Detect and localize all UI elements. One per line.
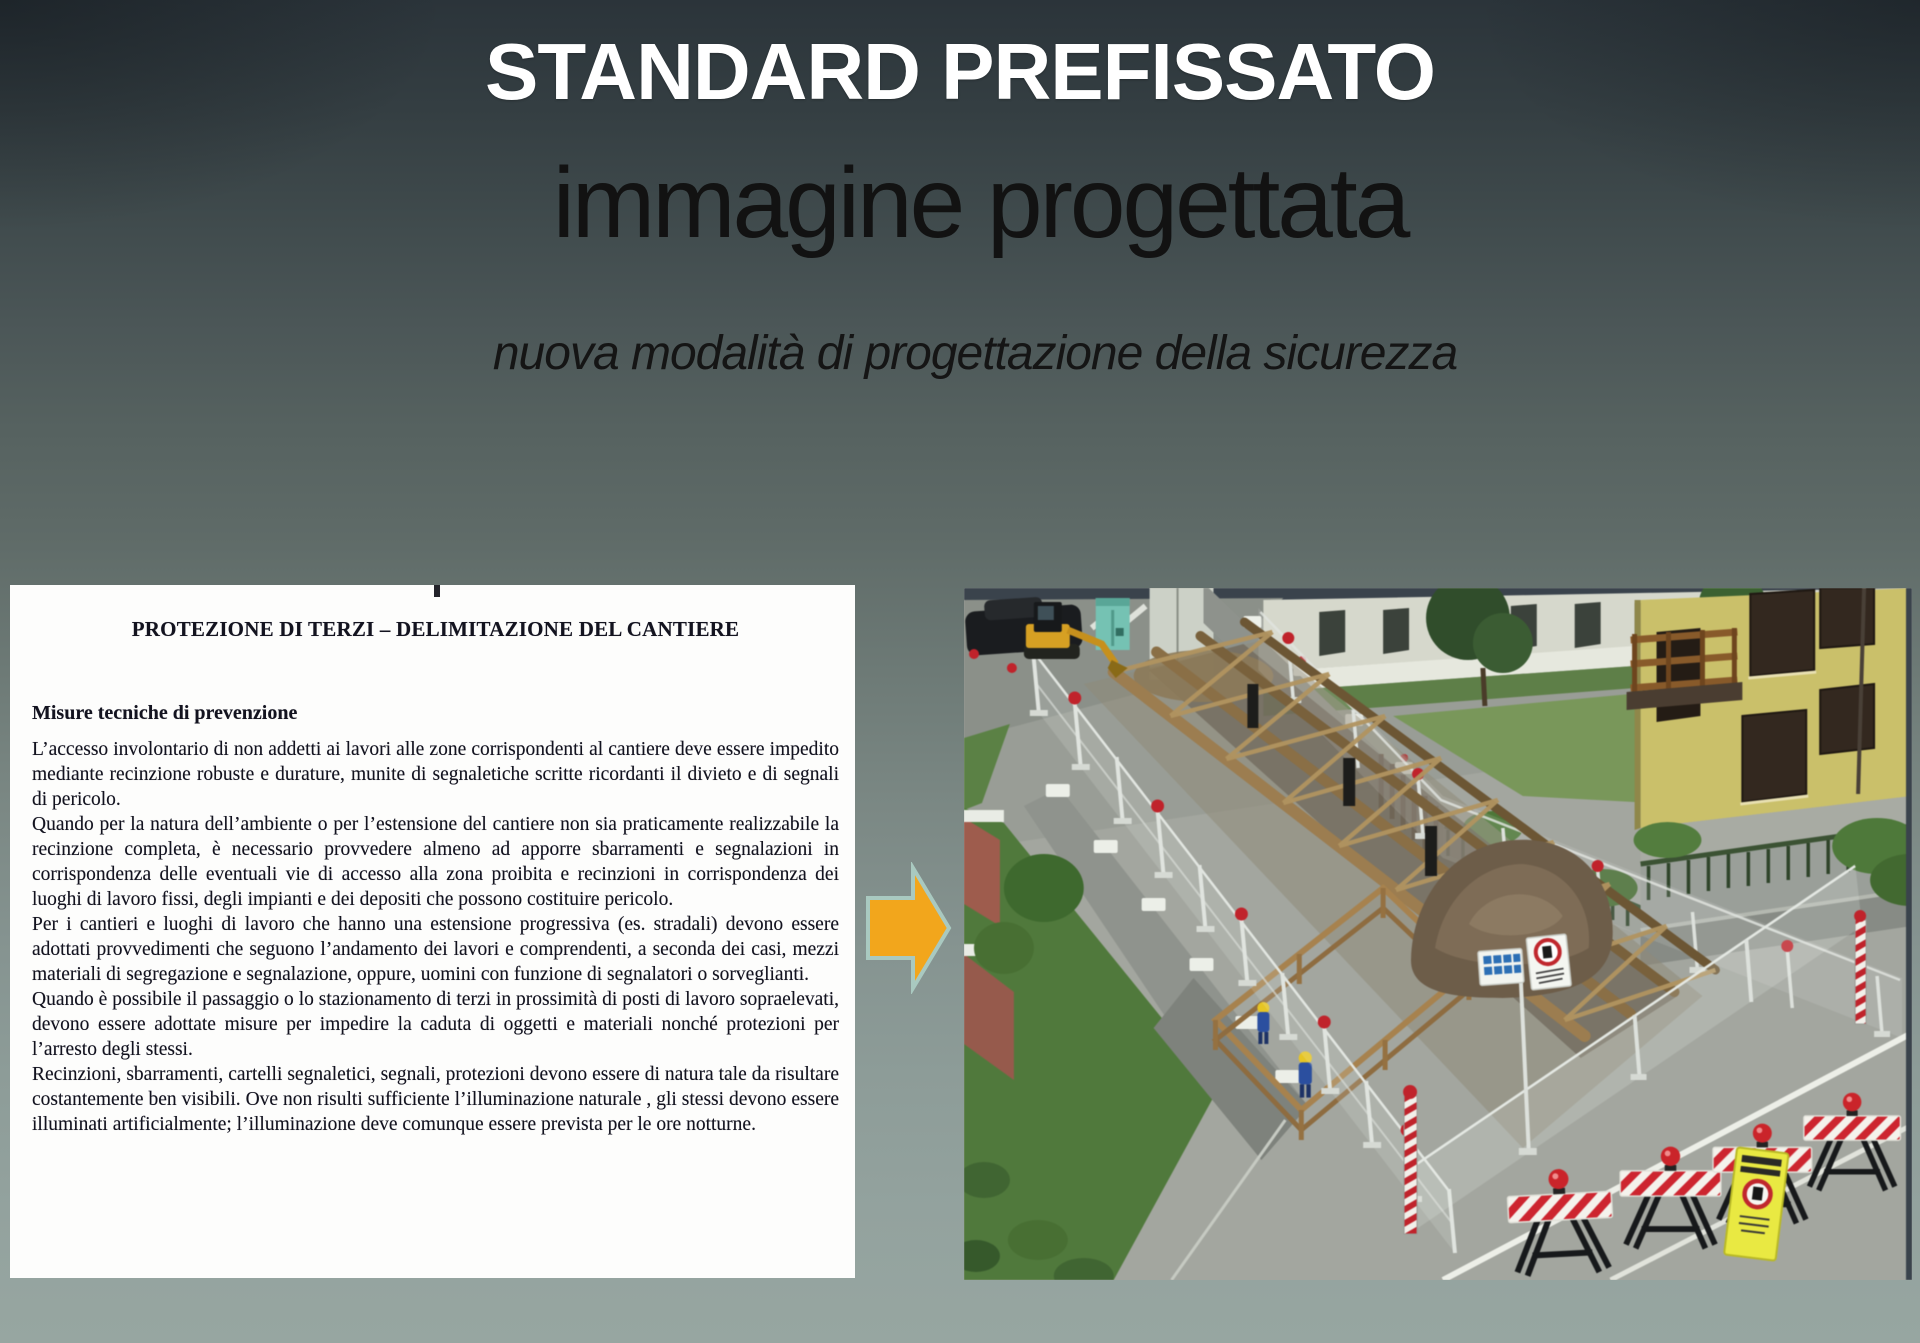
doorway [1657,628,1701,722]
slide-subheading: nuova modalità di progettazione della sicurezza [492,327,1458,380]
slide-heading: immagine progettata [552,147,1408,259]
arrow-right-shape [868,868,949,988]
document-section-heading: Misure tecniche di prevenzione [32,702,298,724]
document-paragraph: L’accesso involontario di non addetti ai lavori alle zone corrispondenti al cantiere deve essere impedito mediante recinzione robuste e durature, munite di segnaletiche scritte ricordanti il divieto e di segnali di pericolo. [32,739,839,810]
page-title: STANDARD PREFISSATO [485,27,1435,116]
document-paragraph: Per i cantieri e luoghi di lavoro che hanno una estensione progressiva (es. stradali) devono essere adottati provvedimenti che seguono l’andamento dei lavori e comprendenti, a seconda dei casi, mezzi materiali di segregazione e segnalazione, oppure, uomini con funzione di segnalatori o sorveglianti. [32,914,839,985]
safety-signs-board [1478,949,1524,986]
hedge [1634,822,1702,858]
construction-site-scene [964,588,1912,1280]
photo-right-edge [1906,588,1912,1280]
arrow-right-icon [865,862,953,994]
striped-pole [1403,1085,1417,1234]
document-title: PROTEZIONE DI TERZI – DELIMITAZIONE DEL CANTIERE [131,617,740,641]
construction-site-photo [964,588,1912,1280]
yellow-building [1627,588,1912,830]
document-paragraph: Quando per la natura dell’ambiente o per l’estensione del cantiere non sia praticamente realizzabile la recinzione completa, è necessario provvedere almeno ad apporre sbarramenti e segnalazioni in corrispondenza delle eventuali vie di accesso alla zona proibita e recinzioni in corrispondenza dei luoghi di lavoro fissi, degli impianti e dei depositi che possono costituire pericolo. [32,814,839,910]
striped-pole [1854,910,1866,1024]
no-entry-sign [1526,934,1571,990]
document-paragraph: Recinzioni, sbarramenti, cartelli segnaletici, segnali, protezioni devono essere di natura tale da risultare costantemente ben visibili. Ove non risulti sufficiente l’illuminazione naturale , gli stessi devono essere illuminati artificialmente; l’illuminazione deve comunque essere prevista per le ore notturne. [32,1064,839,1135]
document-paragraph: Quando è possibile il passaggio o lo stazionamento di terzi in prossimità di posti di lavoro sopraelevati, devono essere adottate misure per impedire la caduta di oggetti e materiali nonché protezioni per l’arresto degli stessi. [32,989,839,1060]
document-crop-mark [434,585,440,597]
document-excerpt [10,585,855,1278]
